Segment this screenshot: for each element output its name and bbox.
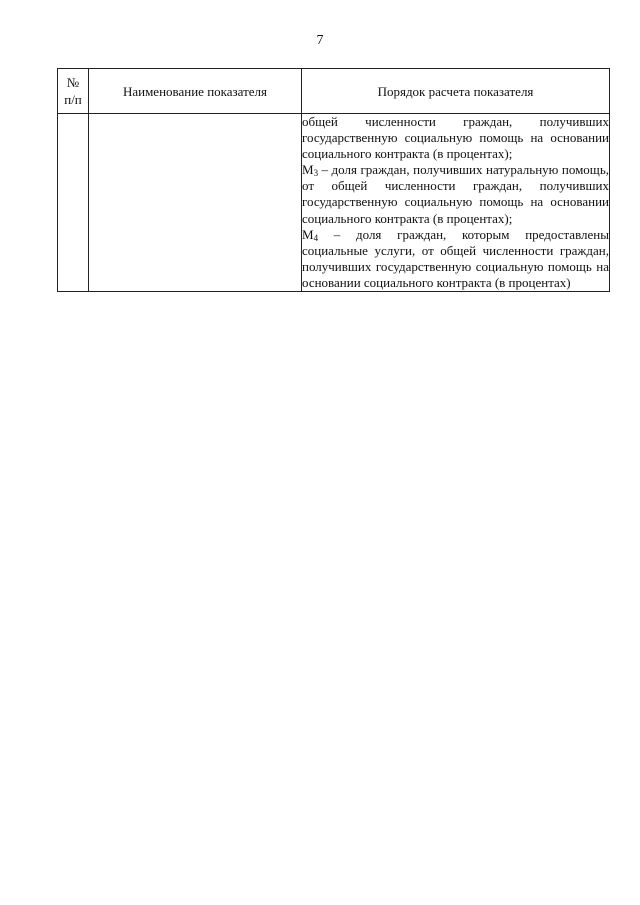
header-indicator-name: Наименование показателя xyxy=(89,69,302,114)
table-row xyxy=(58,114,610,292)
row-name-cell xyxy=(89,114,302,292)
indicator-table xyxy=(57,68,610,292)
page-number: 7 xyxy=(316,33,324,48)
m4-letter: М xyxy=(302,226,314,242)
header-number xyxy=(58,69,89,114)
calc-m4-paragraph xyxy=(302,227,609,291)
m4-subscript: 4 xyxy=(313,232,319,243)
m3-definition: – доля граждан, получивших натуральную помощь, от общей численности граждан, получивших государственную социальную помощь на основании социального контракта (в процентах); xyxy=(302,162,609,226)
row-calculation-cell xyxy=(302,114,610,292)
table-header-row xyxy=(58,69,610,114)
header-calculation-procedure: Порядок расчета показателя xyxy=(302,69,610,114)
m4-definition: – доля граждан, которым предоставлены социальные услуги, от общей численности граждан, получивших государственную социальную помощь на основании социального контракта (в процентах) xyxy=(302,226,609,290)
header-number-abbr: п/п xyxy=(64,92,82,107)
m3-letter: М xyxy=(302,162,314,178)
m4-variable xyxy=(302,227,318,242)
m3-variable xyxy=(302,162,318,177)
calc-m3-paragraph xyxy=(302,162,609,226)
row-number-cell xyxy=(58,114,89,292)
calc-intro-paragraph: общей численности граждан, получивших государственную социальную помощь на основании социального контракта (в процентах); xyxy=(302,114,609,162)
header-number-symbol: № xyxy=(66,75,80,90)
m3-subscript: 3 xyxy=(313,168,319,179)
